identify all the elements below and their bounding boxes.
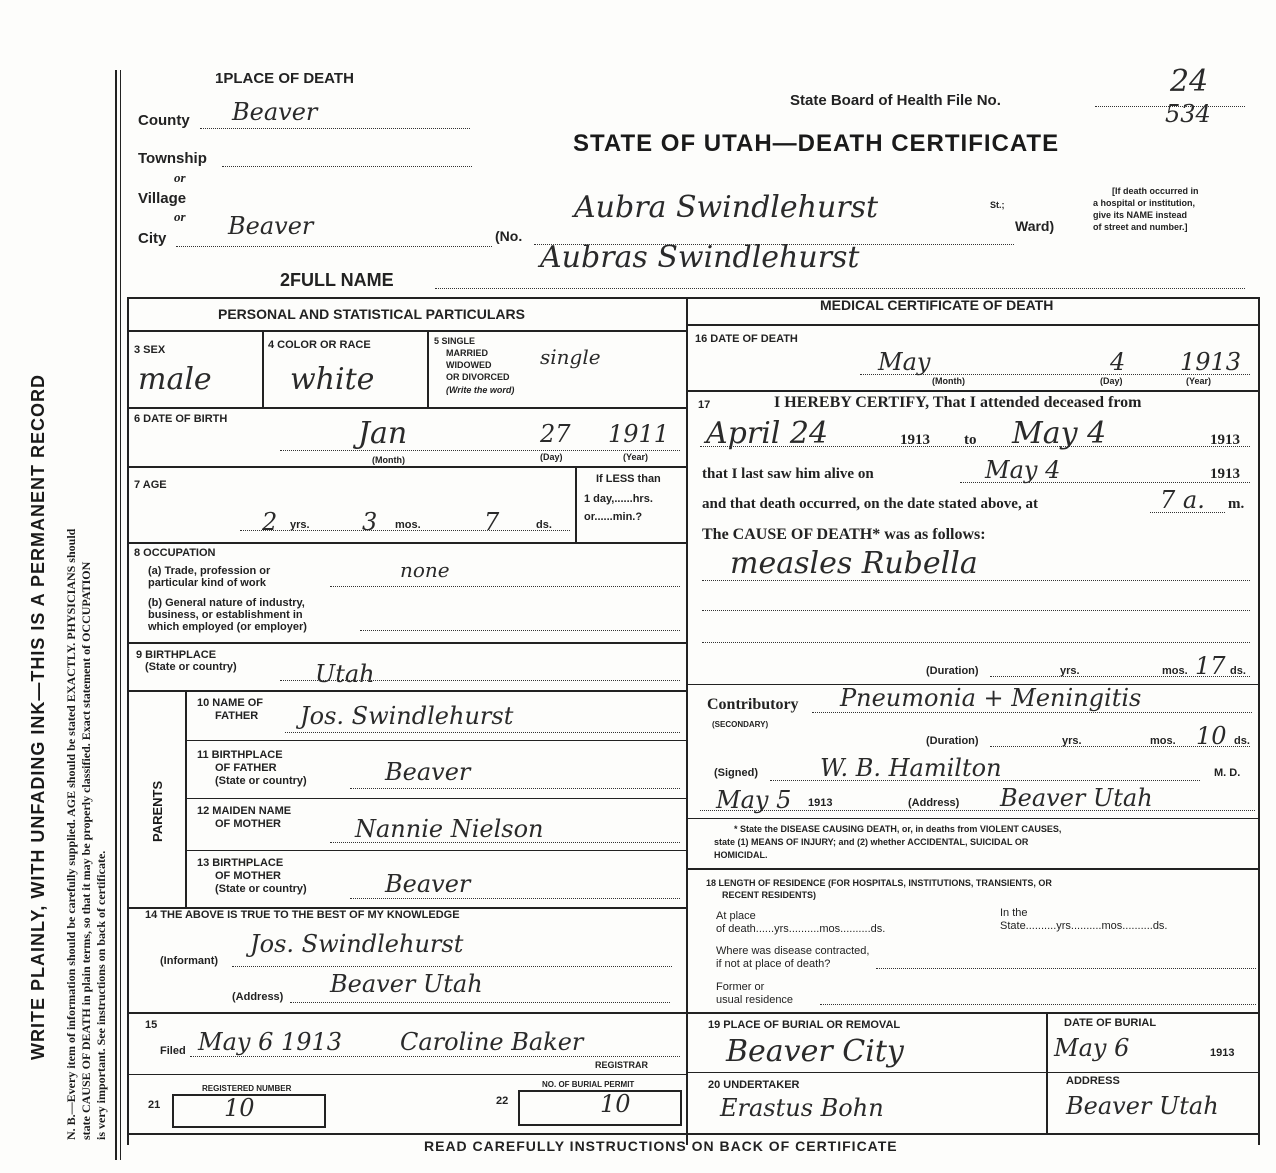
father-bp-line xyxy=(350,788,680,789)
former-line xyxy=(820,1004,1256,1005)
ward-label: Ward) xyxy=(1015,218,1055,234)
color-marital-divider xyxy=(427,332,429,408)
signed-label: (Signed) xyxy=(714,767,758,779)
full-name-label: 2FULL NAME xyxy=(280,270,394,290)
footnote-1: * State the DISEASE CAUSING DEATH, or, in deaths from VIOLENT CAUSES, xyxy=(734,824,1062,834)
dob-day: 27 xyxy=(540,420,571,448)
informant-title: 14 THE ABOVE IS TRUE TO THE BEST OF MY KNOWLEDGE xyxy=(145,909,460,921)
attended-to: May 4 xyxy=(1012,416,1107,451)
cause-value: measles Rubella xyxy=(730,546,978,581)
attended-from-year: 1913 xyxy=(900,432,930,448)
dod-year: 1913 xyxy=(1180,348,1242,376)
file-no-value-2: 534 xyxy=(1165,100,1211,128)
grid-right-rule xyxy=(1258,297,1260,1145)
filed-value: May 6 1913 xyxy=(198,1028,343,1056)
duration-label: (Duration) xyxy=(926,665,979,677)
burial-place-value: Beaver City xyxy=(726,1034,904,1069)
duration2-ds-label: ds. xyxy=(1234,735,1250,747)
personal-section-title: PERSONAL AND STATISTICAL PARTICULARS xyxy=(218,306,525,322)
registered-number-prefix: 21 xyxy=(148,1099,161,1111)
registered-number-label: REGISTERED NUMBER xyxy=(202,1084,292,1093)
secondary-label: (SECONDARY) xyxy=(712,720,769,729)
at-place-2: of death......yrs..........mos..........ds. xyxy=(716,923,886,935)
medical-rule-4 xyxy=(688,868,1260,870)
county-label: County xyxy=(138,112,190,129)
last-saw-value: May 4 xyxy=(985,456,1061,484)
left-border-rule xyxy=(115,70,117,1160)
cause-line-1 xyxy=(702,580,1250,581)
age-label: 7 AGE xyxy=(134,479,167,491)
mother-value: Nannie Nielson xyxy=(355,815,544,843)
md-label: M. D. xyxy=(1214,767,1241,779)
duration2-label: (Duration) xyxy=(926,735,979,747)
footer-instructions: READ CAREFULLY INSTRUCTIONS ON BACK OF CERTIFICATE xyxy=(424,1138,898,1154)
medical-rule-5 xyxy=(688,1012,1260,1014)
father-label-1: 10 NAME OF xyxy=(197,697,264,709)
in-the-1: In the xyxy=(1000,907,1028,919)
informant-address-label: (Address) xyxy=(232,991,284,1003)
hospital-note-4: of street and number.] xyxy=(1093,222,1188,232)
father-bp-rule xyxy=(187,798,686,799)
marital-label-5: (Write the word) xyxy=(446,385,515,395)
signed-line xyxy=(770,780,1200,781)
duration-mos-label: mos. xyxy=(1162,665,1188,677)
cause-line-2 xyxy=(702,610,1250,611)
burial-date-year: 1913 xyxy=(1210,1047,1235,1059)
medical-rule-3 xyxy=(688,818,1260,819)
num-17: 17 xyxy=(698,399,711,411)
file-no-value-1: 24 xyxy=(1170,64,1209,99)
occupation-line-b xyxy=(360,630,680,631)
dod-day-caption: (Day) xyxy=(1100,376,1123,386)
full-name-line xyxy=(435,288,1245,289)
birthplace-value: Utah xyxy=(315,660,375,688)
hospital-note-2: a hospital or institution, xyxy=(1093,198,1195,208)
undertaker-label: 20 UNDERTAKER xyxy=(708,1079,800,1091)
medical-title-rule xyxy=(688,324,1260,326)
hospital-note-1: [If death occurred in xyxy=(1112,186,1199,196)
duration-days: 17 xyxy=(1195,652,1226,680)
dob-month-caption: (Month) xyxy=(372,455,405,465)
burial-place-label: 19 PLACE OF BURIAL OR REMOVAL xyxy=(708,1019,901,1031)
occupation-b3: which employed (or employer) xyxy=(148,621,307,633)
birthplace-label-2: (State or country) xyxy=(145,661,237,673)
certificate-title: STATE OF UTAH—DEATH CERTIFICATE xyxy=(573,130,1060,157)
father-line xyxy=(285,732,680,733)
full-name-value: Aubras Swindlehurst xyxy=(540,240,860,275)
age-less-divider xyxy=(575,467,577,543)
duration2-yrs-label: yrs. xyxy=(1062,735,1082,747)
attended-from: April 24 xyxy=(706,416,829,451)
signed-date: May 5 xyxy=(716,786,792,814)
registered-number-value: 10 xyxy=(224,1094,255,1122)
mother-label-1: 12 MAIDEN NAME xyxy=(197,805,292,817)
cause-line-3 xyxy=(702,642,1250,643)
marital-label-3: WIDOWED xyxy=(446,360,492,370)
nb-instruction-line-2: state CAUSE OF DEATH in plain terms, so that it may be properly classified. Exact statement of OCCUPATION xyxy=(79,561,93,1140)
city-value: Beaver xyxy=(228,212,314,240)
county-value: Beaver xyxy=(232,98,318,126)
dod-month-caption: (Month) xyxy=(932,376,965,386)
row-rule-3 xyxy=(129,542,686,544)
mother-bp-label-3: (State or country) xyxy=(215,883,307,895)
less-than-1: If LESS than xyxy=(596,473,661,485)
mother-bp-value: Beaver xyxy=(385,870,471,898)
dod-month: May xyxy=(878,348,931,376)
footnote-3: HOMICIDAL. xyxy=(714,850,768,860)
residence-label-2: RECENT RESIDENTS) xyxy=(722,890,817,900)
file-no-label: State Board of Health File No. xyxy=(790,92,1001,109)
dob-year: 1911 xyxy=(608,420,670,448)
burial-permit-prefix: 22 xyxy=(496,1095,509,1107)
grid-bottom-rule xyxy=(127,1133,1260,1135)
father-bp-label-3: (State or country) xyxy=(215,775,307,787)
mother-bp-label-2: OF MOTHER xyxy=(215,870,281,882)
dod-day: 4 xyxy=(1110,348,1126,376)
signed-address-label: (Address) xyxy=(908,797,960,809)
or-label-1: or xyxy=(174,170,186,185)
sex-label: 3 SEX xyxy=(134,344,166,356)
county-line xyxy=(200,128,470,129)
attended-to-label: to xyxy=(964,432,977,448)
residence-label-1: 18 LENGTH OF RESIDENCE (FOR HOSPITALS, INSTITUTIONS, TRANSIENTS, OR xyxy=(706,878,1052,888)
contracted-line xyxy=(876,968,1256,969)
less-than-3: or......min.? xyxy=(584,511,643,523)
registrar-value: Caroline Baker xyxy=(400,1028,584,1056)
father-bp-label-2: OF FATHER xyxy=(215,762,277,774)
age-months: 3 xyxy=(362,508,378,536)
duration2-mos-label: mos. xyxy=(1150,735,1176,747)
township-line xyxy=(222,166,472,167)
filed-line xyxy=(190,1056,680,1057)
nb-instruction-line-3: is very important. See instructions on back of certificate. xyxy=(94,850,108,1140)
registrar-label: REGISTRAR xyxy=(595,1060,649,1070)
former-1: Former or xyxy=(716,981,765,993)
dob-year-caption: (Year) xyxy=(623,452,649,462)
mother-bp-line xyxy=(350,898,680,899)
signed-address-value: Beaver Utah xyxy=(1000,784,1153,812)
at-place-1: At place xyxy=(716,910,756,922)
medical-rule-6 xyxy=(688,1072,1260,1073)
dob-line xyxy=(280,450,680,451)
dod-line xyxy=(860,374,1250,375)
father-bp-label-1: 11 BIRTHPLACE xyxy=(197,749,283,761)
less-than-2: 1 day,......hrs. xyxy=(584,493,653,505)
m-label: m. xyxy=(1228,496,1245,512)
date-of-death-label: 16 DATE OF DEATH xyxy=(695,333,798,345)
sex-value: male xyxy=(138,362,212,397)
burial-permit-label: NO. OF BURIAL PERMIT xyxy=(542,1080,635,1089)
grid-top-rule xyxy=(127,297,1260,299)
undertaker-address-label: ADDRESS xyxy=(1066,1075,1120,1087)
color-value: white xyxy=(290,362,375,397)
mother-line xyxy=(330,842,680,843)
marital-label-2: MARRIED xyxy=(446,348,488,358)
birthplace-label-1: 9 BIRTHPLACE xyxy=(136,649,217,661)
father-value: Jos. Swindlehurst xyxy=(300,702,514,730)
informant-value: Jos. Swindlehurst xyxy=(250,930,464,958)
undertaker-value: Erastus Bohn xyxy=(720,1094,884,1122)
contracted-1: Where was disease contracted, xyxy=(716,945,870,957)
contributory-value: Pneumonia + Meningitis xyxy=(840,684,1142,712)
contributory-line xyxy=(812,712,1252,713)
dob-month: Jan xyxy=(358,416,408,451)
occupation-value: none xyxy=(400,558,450,582)
medical-section-title: MEDICAL CERTIFICATE OF DEATH xyxy=(820,297,1054,313)
last-saw-text: that I last saw him alive on xyxy=(702,466,874,482)
sex-color-divider xyxy=(262,332,264,408)
duration2-days: 10 xyxy=(1196,722,1227,750)
duration2-line xyxy=(990,746,1250,747)
color-label: 4 COLOR OR RACE xyxy=(268,339,371,351)
last-saw-year: 1913 xyxy=(1210,466,1240,482)
occupation-b2: business, or establishment in xyxy=(148,609,303,621)
occupation-label: 8 OCCUPATION xyxy=(134,547,216,559)
filed-label: Filed xyxy=(160,1045,186,1057)
occupation-a1: (a) Trade, profession or xyxy=(148,565,271,577)
burial-date-label: DATE OF BURIAL xyxy=(1064,1017,1157,1029)
attended-to-year: 1913 xyxy=(1210,432,1240,448)
dod-year-caption: (Year) xyxy=(1186,376,1212,386)
age-days-label: ds. xyxy=(536,519,552,531)
street-no-label: (No. xyxy=(495,228,523,244)
mother-bp-label-1: 13 BIRTHPLACE xyxy=(197,857,284,869)
nb-instruction-line-1: N. B.—Every item of information should be carefully supplied. AGE should be stated EXACTLY. PHYSICIANS should xyxy=(64,528,78,1140)
attended-line xyxy=(700,446,1250,447)
contracted-2: if not at place of death? xyxy=(716,958,831,970)
death-occurred-text: and that death occurred, on the date stated above, at xyxy=(702,496,1038,512)
grid-left-rule xyxy=(127,297,129,1145)
street-st-label: St.; xyxy=(990,200,1005,210)
marital-value: single xyxy=(540,345,601,369)
row-rule-5 xyxy=(129,690,686,692)
informant-line xyxy=(232,966,672,967)
personal-title-rule xyxy=(129,330,686,332)
duration-yrs-label: yrs. xyxy=(1060,665,1080,677)
mother-label-2: OF MOTHER xyxy=(215,818,281,830)
certify-text: I HEREBY CERTIFY, That I attended deceased from xyxy=(774,394,1142,411)
in-the-2: State..........yrs..........mos..........ds. xyxy=(1000,920,1168,932)
occupation-line-a xyxy=(330,586,680,587)
row-rule-7 xyxy=(129,1012,686,1014)
or-label-2: or xyxy=(174,209,186,224)
age-days: 7 xyxy=(484,508,500,536)
informant-label: (Informant) xyxy=(160,955,219,967)
dob-day-caption: (Day) xyxy=(540,452,563,462)
place-of-death-label: 1PLACE OF DEATH xyxy=(215,70,354,87)
father-rule xyxy=(187,740,686,741)
informant-address-value: Beaver Utah xyxy=(330,970,483,998)
left-border-rule-inner xyxy=(120,70,121,1160)
duration-line xyxy=(990,676,1250,677)
signed-value: W. B. Hamilton xyxy=(820,754,1002,782)
township-label: Township xyxy=(138,150,207,167)
occupation-a2: particular kind of work xyxy=(148,577,266,589)
permanent-record-notice: WRITE PLAINLY, WITH UNFADING INK—THIS IS A PERMANENT RECORD xyxy=(28,373,48,1060)
father-bp-value: Beaver xyxy=(385,758,471,786)
filed-number: 15 xyxy=(145,1019,158,1031)
burial-permit-value: 10 xyxy=(600,1090,631,1118)
grid-center-divider xyxy=(686,297,688,1145)
row-rule-1 xyxy=(129,407,686,409)
city-line xyxy=(176,246,492,247)
street-value: Aubra Swindlehurst xyxy=(574,190,879,225)
occupation-b1: (b) General nature of industry, xyxy=(148,597,305,609)
death-time: 7 a. xyxy=(1160,486,1205,514)
father-label-2: FATHER xyxy=(215,710,259,722)
mother-rule xyxy=(187,850,686,851)
contributory-label: Contributory xyxy=(707,696,799,713)
duration-ds-label: ds. xyxy=(1230,665,1246,677)
burial-date-value: May 6 xyxy=(1054,1034,1130,1062)
parents-divider xyxy=(185,690,187,908)
burial-divider xyxy=(1046,1013,1048,1133)
parents-vertical-label: PARENTS xyxy=(150,780,165,842)
city-label: City xyxy=(138,230,167,247)
former-2: usual residence xyxy=(716,994,794,1006)
row-rule-4 xyxy=(129,642,686,644)
last-saw-line xyxy=(960,482,1250,483)
signed-year: 1913 xyxy=(808,797,833,809)
medical-rule-1 xyxy=(688,390,1260,392)
hospital-note-3: give its NAME instead xyxy=(1093,210,1188,220)
footnote-2: state (1) MEANS OF INJURY; and (2) whether ACCIDENTAL, SUICIDAL OR xyxy=(714,837,1029,847)
undertaker-address-value: Beaver Utah xyxy=(1066,1092,1219,1120)
marital-label-4: OR DIVORCED xyxy=(446,372,510,382)
dob-label: 6 DATE OF BIRTH xyxy=(134,413,228,425)
birthplace-line xyxy=(280,680,680,681)
age-line xyxy=(240,530,570,531)
row-rule-8 xyxy=(129,1074,686,1075)
signed-address-line xyxy=(700,810,1255,811)
row-rule-2 xyxy=(129,466,686,468)
marital-label-1: 5 SINGLE xyxy=(434,336,476,346)
age-years: 2 xyxy=(262,508,278,536)
age-years-label: yrs. xyxy=(290,519,310,531)
cause-label: The CAUSE OF DEATH* was as follows: xyxy=(702,526,986,543)
death-time-line xyxy=(1150,512,1225,513)
informant-address-line xyxy=(290,1002,670,1003)
village-label: Village xyxy=(138,190,187,207)
age-months-label: mos. xyxy=(395,519,421,531)
